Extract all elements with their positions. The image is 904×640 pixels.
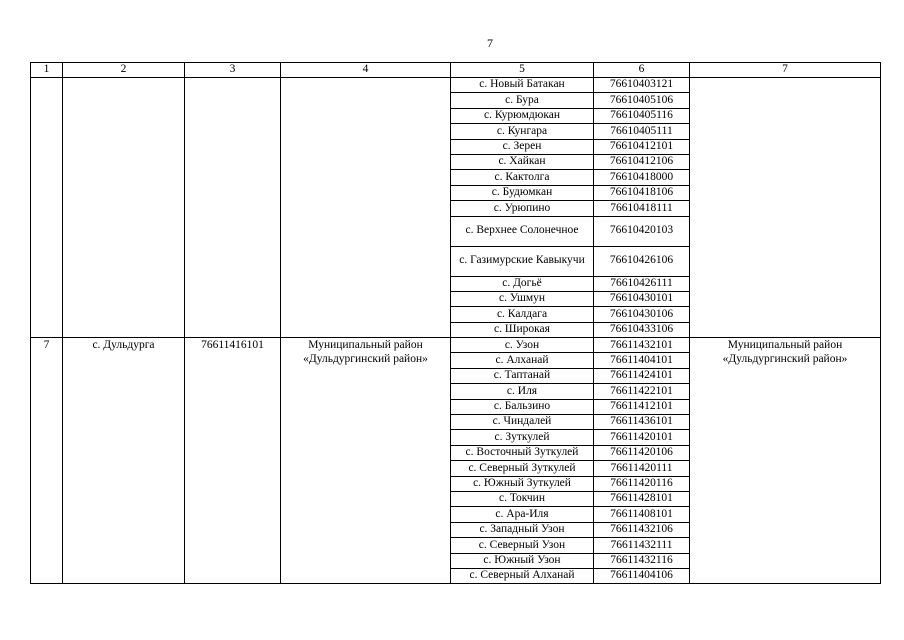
settlement-code-cell: 76611420116 — [594, 476, 690, 491]
column-header: 7 — [690, 63, 881, 78]
settlement-cell: с. Калдага — [451, 307, 594, 322]
settlement-code-cell: 76610403121 — [594, 78, 690, 93]
municipality-cell: Муниципальный район «Дульдургинский район» — [281, 338, 451, 584]
settlement-cell: с. Чиндалей — [451, 415, 594, 430]
settlement-code-cell: 76611420101 — [594, 430, 690, 445]
settlement-cell: с. Хайкан — [451, 154, 594, 169]
settlement-code-cell: 76611432116 — [594, 553, 690, 568]
table-row — [31, 338, 881, 353]
table-body — [31, 78, 881, 584]
settlement-code-cell: 76610418000 — [594, 170, 690, 185]
settlement-code-cell: 76610405106 — [594, 93, 690, 108]
settlement-code-cell: 76610426111 — [594, 276, 690, 291]
settlement-cell: с. Кактолга — [451, 170, 594, 185]
settlement-code-cell: 76611436101 — [594, 415, 690, 430]
column-header: 3 — [185, 63, 281, 78]
settlement-cell: с. Северный Узон — [451, 538, 594, 553]
settlement-code-cell: 76611432111 — [594, 538, 690, 553]
settlement-code-cell: 76611420111 — [594, 461, 690, 476]
page-number: 7 — [487, 36, 493, 50]
number-cell — [31, 78, 63, 338]
table-row — [31, 78, 881, 93]
settlement-code-cell: 76610418106 — [594, 185, 690, 200]
settlement-cell: с. Курюмдюкан — [451, 108, 594, 123]
center-cell — [63, 78, 185, 338]
settlement-cell: с. Западный Узон — [451, 522, 594, 537]
settlement-cell: с. Догьё — [451, 276, 594, 291]
settlement-code-cell: 76611420106 — [594, 445, 690, 460]
settlement-cell: с. Зерен — [451, 139, 594, 154]
settlement-cell: с. Ара-Иля — [451, 507, 594, 522]
column-header: 5 — [451, 63, 594, 78]
settlement-cell: с. Северный Зуткулей — [451, 461, 594, 476]
settlement-code-cell: 76611404106 — [594, 568, 690, 583]
settlement-cell: с. Токчин — [451, 491, 594, 506]
settlement-code-cell: 76610433106 — [594, 322, 690, 337]
settlement-code-cell: 76610420103 — [594, 216, 690, 246]
settlement-code-cell: 76610426106 — [594, 246, 690, 276]
settlement-cell: с. Ушмун — [451, 291, 594, 306]
column-header: 1 — [31, 63, 63, 78]
settlement-cell: с. Бура — [451, 93, 594, 108]
settlement-cell: с. Иля — [451, 384, 594, 399]
settlement-cell: с. Урюпино — [451, 201, 594, 216]
settlement-cell: с. Газимурские Кавыкучи — [451, 246, 594, 276]
settlement-code-cell: 76611422101 — [594, 384, 690, 399]
settlement-code-cell: 76611412101 — [594, 399, 690, 414]
settlement-cell: с. Северный Алханай — [451, 568, 594, 583]
settlement-cell: с. Бальзино — [451, 399, 594, 414]
settlement-cell: с. Верхнее Солонечное — [451, 216, 594, 246]
settlement-cell: с. Новый Батакан — [451, 78, 594, 93]
center-code-cell: 76611416101 — [185, 338, 281, 584]
center-code-cell — [185, 78, 281, 338]
settlement-cell: с. Зуткулей — [451, 430, 594, 445]
settlement-code-cell: 76611424101 — [594, 368, 690, 383]
settlement-code-cell: 76610405116 — [594, 108, 690, 123]
settlement-cell: с. Будюмкан — [451, 185, 594, 200]
number-cell: 7 — [31, 338, 63, 584]
settlement-code-cell: 76611432101 — [594, 338, 690, 353]
settlement-code-cell: 76610430101 — [594, 291, 690, 306]
settlement-code-cell: 76611432106 — [594, 522, 690, 537]
column-header: 6 — [594, 63, 690, 78]
settlements-table — [30, 62, 881, 584]
settlement-cell: с. Широкая — [451, 322, 594, 337]
settlement-cell: с. Таптанай — [451, 368, 594, 383]
municipality-col7-cell: Муниципальный район «Дульдургинский район» — [690, 338, 881, 584]
settlement-cell: с. Южный Зуткулей — [451, 476, 594, 491]
settlement-cell: с. Узон — [451, 338, 594, 353]
column-header: 4 — [281, 63, 451, 78]
header-row — [31, 63, 881, 78]
settlement-code-cell: 76611408101 — [594, 507, 690, 522]
settlement-code-cell: 76610418111 — [594, 201, 690, 216]
settlement-cell: с. Кунгара — [451, 124, 594, 139]
settlement-cell: с. Южный Узон — [451, 553, 594, 568]
settlement-code-cell: 76611428101 — [594, 491, 690, 506]
settlement-code-cell: 76610405111 — [594, 124, 690, 139]
settlement-code-cell: 76610412106 — [594, 154, 690, 169]
center-cell: с. Дульдурга — [63, 338, 185, 584]
settlement-cell: с. Восточный Зуткулей — [451, 445, 594, 460]
column-header: 2 — [63, 63, 185, 78]
municipality-col7-cell — [690, 78, 881, 338]
settlement-cell: с. Алханай — [451, 353, 594, 368]
municipality-cell — [281, 78, 451, 338]
settlement-code-cell: 76610412101 — [594, 139, 690, 154]
settlement-code-cell: 76611404101 — [594, 353, 690, 368]
settlement-code-cell: 76610430106 — [594, 307, 690, 322]
